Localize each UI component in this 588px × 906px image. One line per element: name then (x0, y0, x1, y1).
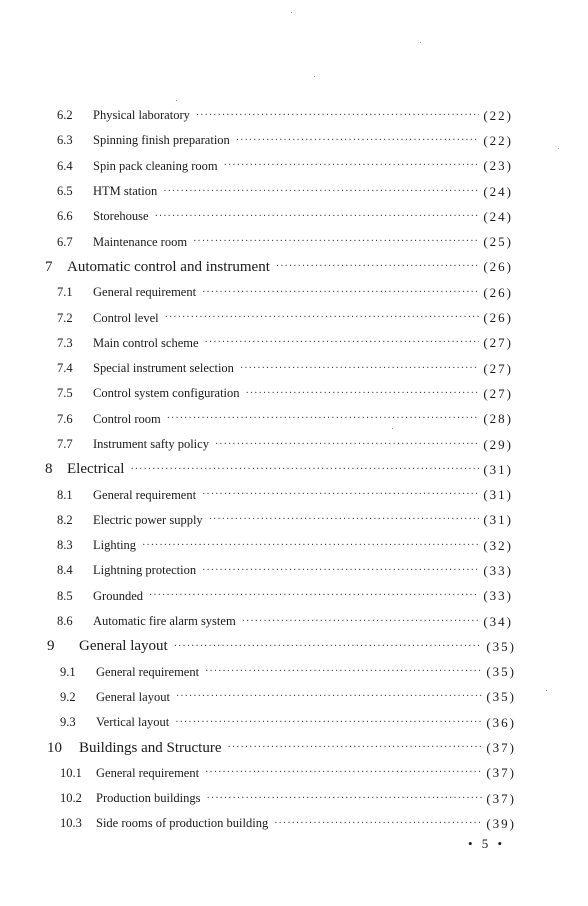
toc-leader-dots (196, 111, 479, 121)
toc-entry-page: (27) (483, 360, 513, 376)
toc-leader-dots (193, 237, 479, 247)
toc-entry-title: HTM station (93, 184, 158, 199)
toc-section-entry (0, 432, 588, 457)
toc-leader-dots (174, 642, 483, 652)
toc-section-entry (0, 685, 588, 710)
toc-section-entry (0, 204, 588, 229)
toc-section-entry (0, 154, 588, 179)
toc-entry-title: Special instrument selection (93, 361, 234, 376)
toc-section-entry (0, 381, 588, 406)
toc-section-entry (0, 786, 588, 811)
toc-section-entry (0, 280, 588, 305)
toc-entry-page: (26) (483, 284, 513, 300)
toc-leader-dots (202, 490, 479, 500)
toc-entry-page: (37) (486, 765, 516, 781)
toc-entry-number: 7.4 (57, 361, 73, 376)
toc-leader-dots (142, 541, 479, 551)
toc-entry-page: (28) (483, 411, 513, 427)
toc-section-entry (0, 660, 588, 685)
toc-entry-number: 8 (45, 461, 53, 478)
toc-chapter-entry (0, 735, 588, 760)
toc-entry-title: Storehouse (93, 209, 149, 224)
toc-entry-number: 6.4 (57, 158, 73, 173)
toc-entry-title: Vertical layout (96, 715, 170, 730)
toc-leader-dots (209, 515, 480, 525)
toc-leader-dots (149, 591, 479, 601)
toc-entry-title: Automatic fire alarm system (93, 614, 236, 629)
toc-leader-dots (202, 566, 479, 576)
toc-entry-number: 9.3 (60, 715, 76, 730)
toc-entry-number: 7.1 (57, 285, 73, 300)
toc-leader-dots (236, 136, 480, 146)
toc-entry-title: Buildings and Structure (79, 739, 222, 756)
toc-entry-page: (37) (486, 740, 516, 756)
toc-entry-page: (36) (486, 714, 516, 730)
toc-entry-page: (33) (483, 562, 513, 578)
toc-chapter-entry (0, 634, 588, 659)
toc-entry-title: Automatic control and instrument (67, 258, 270, 275)
toc-entry-number: 6.2 (57, 108, 73, 123)
toc-entry-title: Spin pack cleaning room (93, 158, 218, 173)
toc-entry-number: 8.5 (57, 588, 73, 603)
toc-leader-dots (228, 743, 483, 753)
toc-entry-title: Lighting (93, 538, 137, 553)
toc-entry-number: 10 (47, 739, 62, 756)
toc-entry-title: Control level (93, 310, 159, 325)
toc-leader-dots (205, 768, 482, 778)
toc-section-entry (0, 533, 588, 558)
toc-entry-number: 9 (47, 638, 55, 655)
toc-entry-number: 6.3 (57, 133, 73, 148)
toc-section-entry (0, 128, 588, 153)
toc-leader-dots (167, 414, 480, 424)
toc-entry-page: (35) (486, 638, 516, 654)
toc-entry-page: (24) (483, 208, 513, 224)
toc-leader-dots (215, 440, 479, 450)
toc-entry-page: (35) (486, 689, 516, 705)
table-of-contents (0, 103, 588, 837)
toc-entry-title: General layout (96, 689, 170, 704)
toc-entry-page: (22) (483, 132, 513, 148)
toc-entry-page: (37) (486, 790, 516, 806)
toc-entry-number: 7.5 (57, 386, 73, 401)
toc-entry-title: Instrument safty policy (93, 437, 209, 451)
toc-leader-dots (155, 212, 480, 222)
toc-leader-dots (224, 161, 480, 171)
toc-leader-dots (163, 187, 479, 197)
toc-entry-title: Electrical (67, 461, 125, 478)
toc-entry-page: (32) (483, 537, 513, 553)
page-number: • 5 • (468, 836, 506, 851)
toc-leader-dots (242, 617, 480, 627)
toc-entry-number: 10.3 (60, 816, 82, 831)
toc-entry-number: 10.2 (60, 791, 82, 806)
toc-entry-title: Lightning protection (93, 563, 197, 578)
toc-entry-number: 8.4 (57, 563, 73, 578)
toc-entry-number: 8.2 (57, 512, 73, 527)
toc-section-entry (0, 331, 588, 356)
toc-entry-page: (31) (483, 461, 513, 477)
toc-entry-number: 7.6 (57, 411, 73, 426)
toc-entry-number: 8.3 (57, 538, 73, 553)
toc-section-entry (0, 558, 588, 583)
toc-section-entry (0, 710, 588, 735)
toc-leader-dots (176, 692, 482, 702)
toc-entry-page: (23) (483, 158, 513, 174)
toc-entry-title: Grounded (93, 588, 143, 603)
toc-entry-page: (26) (483, 310, 513, 326)
toc-leader-dots (276, 262, 479, 272)
toc-chapter-entry (0, 255, 588, 280)
toc-entry-number: 8.6 (57, 614, 73, 629)
toc-entry-page: (29) (483, 436, 513, 452)
toc-entry-number: 7.2 (57, 310, 73, 325)
toc-entry-number: 10.1 (60, 765, 82, 780)
toc-section-entry (0, 179, 588, 204)
toc-entry-number: 7.3 (57, 335, 73, 350)
toc-entry-number: 6.6 (57, 209, 73, 224)
toc-entry-number: 9.2 (60, 689, 76, 704)
toc-entry-number: 9.1 (60, 664, 76, 679)
toc-entry-title: Physical laboratory (93, 108, 190, 123)
toc-entry-page: (22) (483, 107, 513, 123)
toc-entry-number: 6.7 (57, 234, 73, 249)
toc-section-entry (0, 407, 588, 432)
toc-entry-page: (34) (483, 613, 513, 629)
toc-leader-dots (205, 338, 480, 348)
toc-section-entry (0, 482, 588, 507)
toc-section-entry (0, 811, 588, 836)
toc-section-entry (0, 761, 588, 786)
toc-entry-page: (39) (486, 815, 516, 831)
toc-entry-page: (24) (483, 183, 513, 199)
toc-entry-title: Control room (93, 411, 161, 426)
toc-entry-title: General requirement (96, 664, 200, 679)
toc-section-entry (0, 229, 588, 254)
toc-entry-title: General requirement (93, 285, 197, 300)
toc-section-entry (0, 305, 588, 330)
toc-leader-dots (130, 465, 479, 475)
toc-leader-dots (175, 718, 482, 728)
toc-entry-title: General layout (79, 638, 168, 655)
toc-entry-page: (26) (483, 259, 513, 275)
toc-entry-title: Maintenance room (93, 234, 188, 249)
toc-entry-title: Control system configuration (93, 386, 240, 401)
toc-leader-dots (202, 288, 479, 298)
toc-chapter-entry (0, 457, 588, 482)
toc-entry-page: (31) (483, 512, 513, 528)
toc-entry-page: (35) (486, 664, 516, 680)
toc-section-entry (0, 584, 588, 609)
toc-entry-number: 6.5 (57, 184, 73, 199)
toc-section-entry (0, 103, 588, 128)
toc-section-entry (0, 508, 588, 533)
toc-entry-title: Electric power supply (93, 512, 203, 527)
toc-entry-page: (27) (483, 385, 513, 401)
toc-entry-title: Production buildings (96, 791, 201, 806)
toc-entry-page: (33) (483, 588, 513, 604)
toc-leader-dots (246, 389, 480, 399)
toc-leader-dots (205, 667, 482, 677)
toc-entry-title: General requirement (93, 487, 197, 502)
toc-entry-page: (31) (483, 487, 513, 503)
toc-section-entry (0, 609, 588, 634)
toc-leader-dots (274, 819, 482, 829)
toc-entry-page: (25) (483, 234, 513, 250)
toc-section-entry (0, 356, 588, 381)
toc-leader-dots (207, 794, 483, 804)
toc-leader-dots (240, 364, 479, 374)
toc-entry-number: 8.1 (57, 487, 73, 502)
toc-entry-title: Spinning finish preparation (93, 133, 230, 148)
toc-entry-title: General requirement (96, 765, 200, 780)
toc-entry-title: Main control scheme (93, 335, 199, 350)
toc-entry-page: (27) (483, 335, 513, 351)
toc-entry-number: 7.7 (57, 437, 73, 451)
toc-entry-title: Side rooms of production building (96, 816, 269, 831)
toc-leader-dots (165, 313, 480, 323)
toc-entry-number: 7 (45, 258, 53, 275)
